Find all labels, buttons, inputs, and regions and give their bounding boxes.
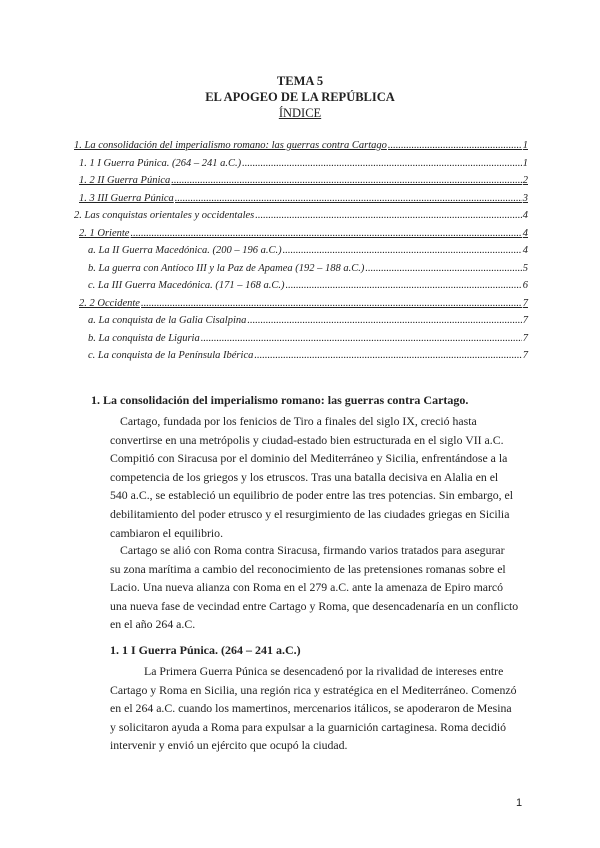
toc-entry-page: 6 — [522, 280, 528, 291]
toc-entry[interactable] — [74, 298, 528, 316]
paragraph-line: debilitamiento del poder etrusco y el resurgimiento de las ciudades griegas en Sicilia — [110, 506, 510, 521]
tema-label: TEMA 5 — [276, 74, 324, 88]
toc-entry-page: 2 — [522, 175, 528, 186]
paragraph-line: una nueva fase de vecindad entre Cartago y Roma, que desencadenaría en un conflicto — [110, 598, 519, 613]
toc-entry-title: 2. Las conquistas orientales y occidentales — [74, 210, 255, 221]
paragraph-line: intervenir y envió un ejército que ocupó la ciudad. — [110, 738, 348, 753]
toc-entry-page: 7 — [522, 350, 528, 361]
toc-leader-dots — [201, 333, 522, 344]
paragraph-line: su zona marítima a cambio del reconocimiento de las pretensiones romanas sobre el — [110, 561, 506, 576]
paragraph-line: cambiaron el equilibrio. — [110, 525, 224, 540]
paragraph-line: en el año 264 a.C. — [110, 617, 196, 632]
toc-entry-title: 2. 2 Occidente — [79, 297, 140, 309]
toc-entry[interactable] — [74, 228, 528, 246]
toc-entry-page: 7 — [522, 315, 528, 326]
toc-entry-title: 1. La consolidación del imperialismo romano: las guerras contra Cartago — [74, 140, 387, 151]
document-title: EL APOGEO DE LA REPÚBLICA — [205, 90, 395, 104]
toc-entry-page: 7 — [522, 297, 528, 309]
paragraph-line: en el 264 a.C. cuando los mamertinos, mercenarios itálicos, se apoderaron de Mesina — [110, 701, 512, 716]
paragraph-line: y solicitaron ayuda a Roma para expulsar a la guarnición cartaginesa. Roma decidió — [110, 719, 507, 734]
toc-entry-page: 3 — [522, 192, 528, 204]
toc-entry-page: 4 — [522, 210, 528, 221]
toc-entry[interactable] — [74, 263, 528, 281]
toc-entry[interactable] — [74, 175, 528, 193]
toc-leader-dots — [247, 315, 521, 326]
toc-entry[interactable] — [74, 333, 528, 351]
toc-entry-title: c. La conquista de la Península Ibérica — [88, 350, 254, 361]
paragraph-line: 540 a.C., se estableció un equilibrio de poder entre las tres potencias. Sin embargo, el — [110, 488, 514, 503]
toc-entry-title: 2. 1 Oriente — [79, 227, 130, 239]
toc-entry[interactable] — [74, 280, 528, 298]
paragraph-line: Lacio. Una nueva alianza con Roma en el 279 a.C. ante la amenaza de Epiro marcó — [110, 580, 504, 595]
toc-leader-dots — [255, 210, 522, 221]
toc-entry-title: a. La II Guerra Macedónica. (200 – 196 a.C.) — [88, 245, 282, 256]
toc-entry-title: 1. 1 I Guerra Púnica. (264 – 241 a.C.) — [79, 157, 242, 169]
section-1-heading: 1. La consolidación del imperialismo romano: las guerras contra Cartago. — [91, 393, 469, 407]
toc-entry-title: c. La III Guerra Macedónica. (171 – 168 a.C.) — [88, 280, 285, 291]
toc-entry[interactable] — [74, 245, 528, 263]
indice-heading: ÍNDICE — [278, 106, 322, 120]
toc-entry-page: 1 — [522, 140, 528, 151]
table-of-contents — [74, 140, 528, 368]
paragraph-line: Compitió con Siracusa por el dominio del Mediterráneo y Sicilia, enfrentándose a la — [110, 451, 508, 466]
toc-entry-page: 4 — [522, 245, 528, 256]
toc-leader-dots — [171, 175, 521, 186]
toc-entry-title: 1. 2 II Guerra Púnica — [79, 175, 171, 186]
section-1-paragraph-1 — [110, 412, 530, 542]
toc-entry[interactable] — [74, 158, 528, 176]
section-1-paragraph-2 — [110, 541, 530, 634]
toc-entry-page: 5 — [522, 262, 528, 274]
toc-entry[interactable] — [74, 193, 528, 211]
toc-entry[interactable] — [74, 350, 528, 368]
toc-leader-dots — [388, 140, 522, 151]
document-header — [0, 73, 600, 121]
toc-entry[interactable] — [74, 210, 528, 228]
toc-entry-title: a. La conquista de la Galia Cisalpina — [88, 315, 247, 326]
paragraph-line: Cartago, fundada por los fenicios de Tiro a finales del siglo IX, creció hasta — [120, 414, 477, 428]
toc-entry-title: 1. 3 III Guerra Púnica — [79, 192, 174, 204]
toc-entry-title: b. La conquista de Liguria — [88, 332, 200, 344]
toc-leader-dots — [254, 350, 521, 361]
toc-leader-dots — [283, 245, 522, 256]
toc-entry-title: b. La guerra con Antíoco III y la Paz de Apamea (192 – 188 a.C.) — [88, 262, 365, 274]
toc-entry-page: 7 — [522, 332, 528, 344]
toc-leader-dots — [286, 280, 522, 291]
paragraph-line: La Primera Guerra Púnica se desencadenó por la rivalidad de intereses entre — [144, 664, 504, 678]
paragraph-line: Cartago y Roma en Sicilia, una región rica y estratégica en el Mediterráneo. Comenzó — [110, 682, 517, 697]
toc-leader-dots — [365, 263, 521, 274]
page-number: 1 — [516, 797, 523, 809]
toc-leader-dots — [175, 193, 522, 204]
paragraph-line: Cartago se alió con Roma contra Siracusa, firmando varios tratados para asegurar — [120, 543, 505, 557]
toc-entry[interactable] — [74, 140, 528, 158]
paragraph-line: competencia de los griegos y los etruscos. Tras una batalla decisiva en Alalia en el — [110, 469, 499, 484]
toc-entry[interactable] — [74, 315, 528, 333]
paragraph-line: convertirse en una metrópolis y ciudad-estado bien estructurada en el siglo VII a.C. — [110, 432, 504, 447]
toc-entry-page: 1 — [522, 157, 528, 169]
toc-leader-dots — [242, 158, 522, 169]
section-1-1-paragraph — [110, 662, 530, 755]
section-1-1-heading: 1. 1 I Guerra Púnica. (264 – 241 a.C.) — [110, 643, 301, 657]
toc-leader-dots — [141, 298, 522, 309]
toc-leader-dots — [130, 228, 521, 239]
toc-entry-page: 4 — [522, 227, 528, 239]
